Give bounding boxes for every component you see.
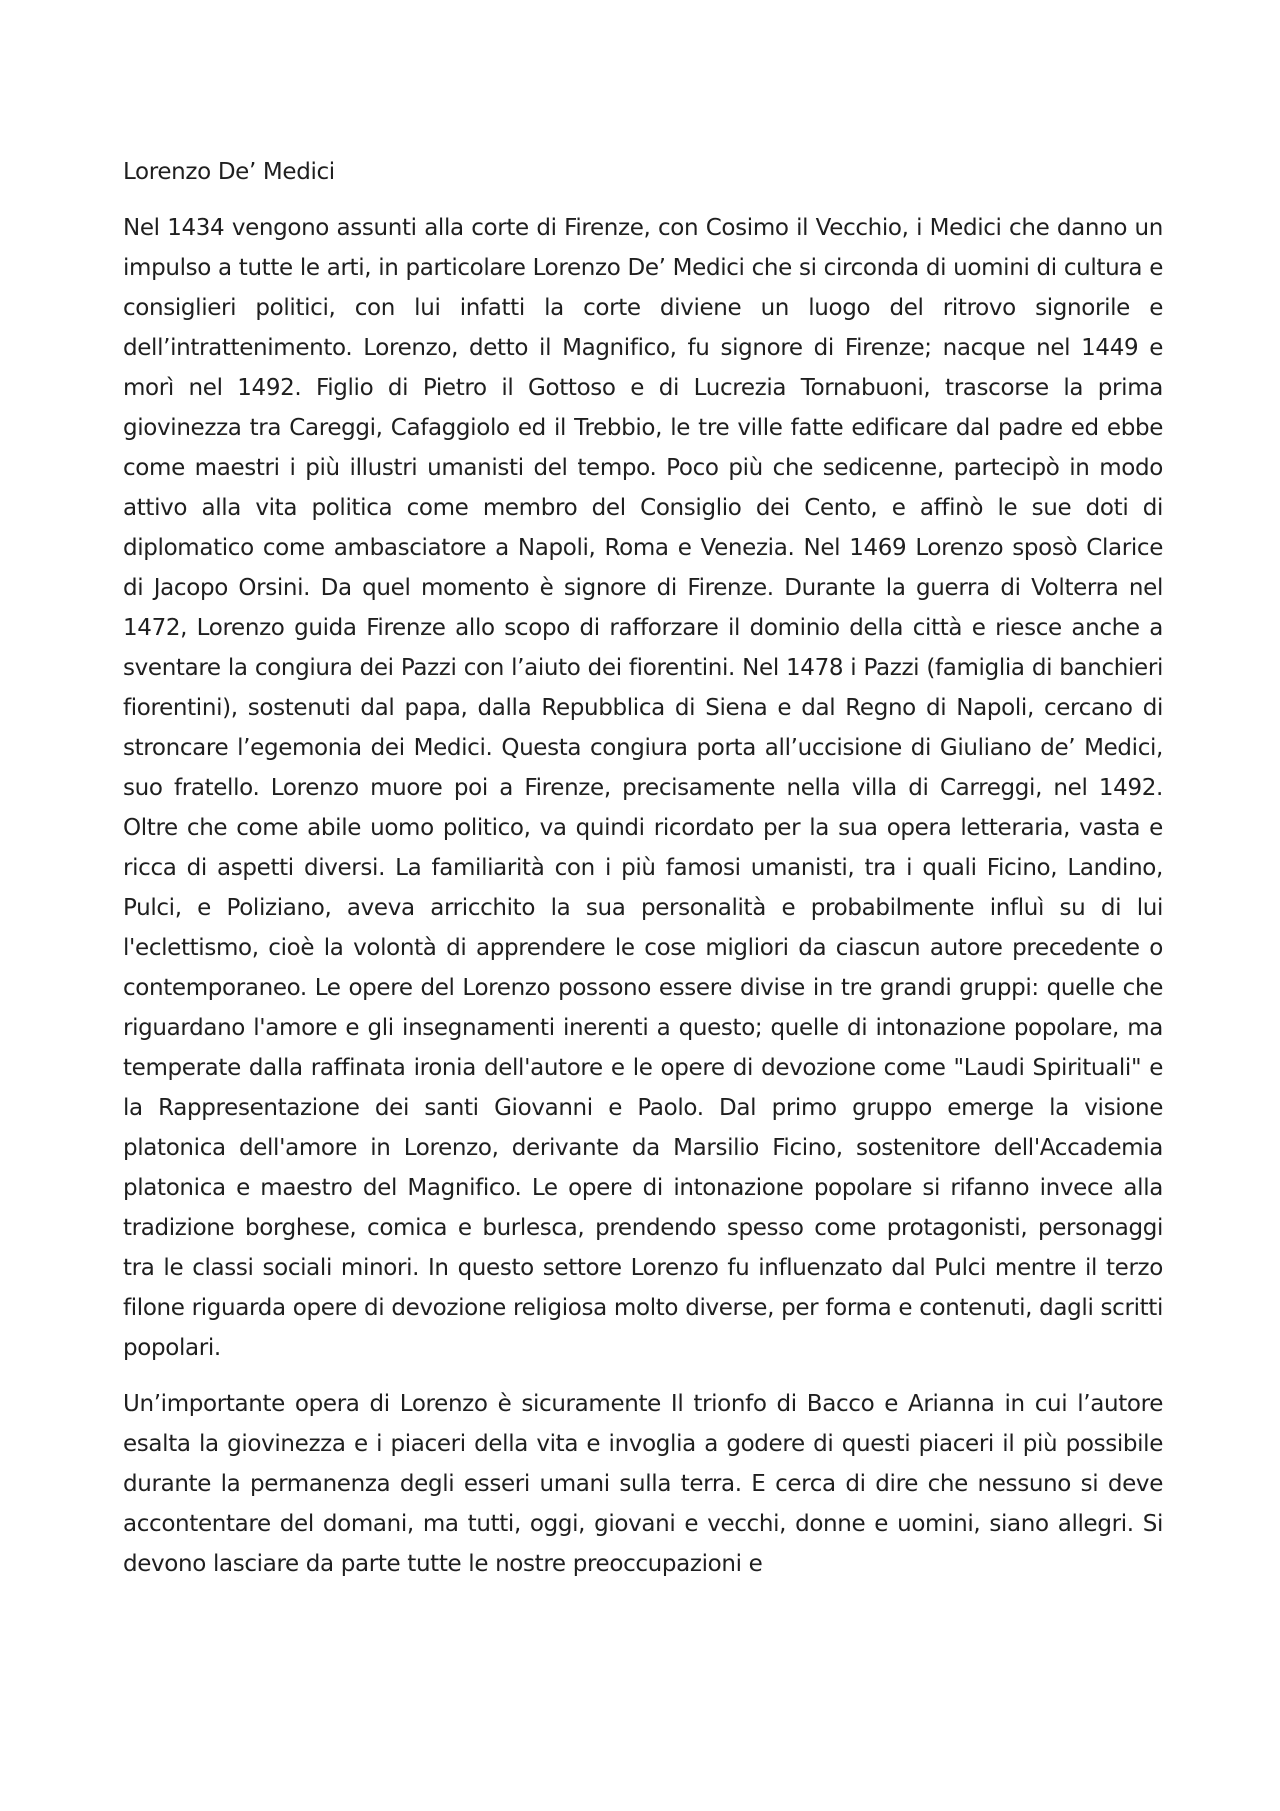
document-title: Lorenzo De’ Medici [123, 159, 335, 185]
document-body [123, 152, 1163, 1600]
paragraph-biography: Nel 1434 vengono assunti alla corte di Firenze, con Cosimo il Vecchio, i Medici che danno un impulso a tutte le arti, in particolare Lorenzo De’ Medici che si circonda di uomini di cultura e consiglieri politici, con lui infatti la corte diviene un luogo del ritrovo signorile e dell’intrattenimento. Lorenzo, detto il Magnifico, fu signore di Firenze; nacque nel 1449 e morì nel 1492. Figlio di Pietro il Gottoso e di Lucrezia Tornabuoni, trascorse la prima giovinezza tra Careggi, Cafaggiolo ed il Trebbio, le tre ville fatte edificare dal padre ed ebbe come maestri i più illustri umanisti del tempo. Poco più che sedicenne, partecipò in modo attivo alla vita politica come membro del Consiglio dei Cento, e affinò le sue doti di diplomatico come ambasciatore a Napoli, Roma e Venezia. Nel 1469 Lorenzo sposò Clarice di Jacopo Orsini. Da quel momento è signore di Firenze. Durante la guerra di Volterra nel 1472, Lorenzo guida Firenze allo scopo di rafforzare il dominio della città e riesce anche a sventare la congiura dei Pazzi con l’aiuto dei fiorentini. Nel 1478 i Pazzi (famiglia di banchieri fiorentini), sostenuti dal papa, dalla Repubblica di Siena e dal Regno di Napoli, cercano di stroncare l’egemonia dei Medici. Questa congiura porta all’uccisione di Giuliano de’ Medici, suo fratello. Lorenzo muore poi a Firenze, precisamente nella villa di Carreggi, nel 1492. Oltre che come abile uomo politico, va quindi ricordato per la sua opera letteraria, vasta e ricca di aspetti diversi. La familiarità con i più famosi umanisti, tra i quali Ficino, Landino, Pulci, e Poliziano, aveva arricchito la sua personalità e probabilmente influì su di lui l'eclettismo, cioè la volontà di apprendere le cose migliori da ciascun autore precedente o contemporaneo. Le opere del Lorenzo possono essere divise in tre grandi gruppi: quelle che riguardano l'amore e gli insegnamenti inerenti a questo; quelle di intonazione popolare, ma temperate dalla raffinata ironia dell'autore e le opere di devozione come "Laudi Spirituali" e la Rappresentazione dei santi Giovanni e Paolo. Dal primo gruppo emerge la visione platonica dell'amore in Lorenzo, derivante da Marsilio Ficino, sostenitore dell'Accademia platonica e maestro del Magnifico. Le opere di intonazione popolare si rifanno invece alla tradizione borghese, comica e burlesca, prendendo spesso come protagonisti, personaggi tra le classi sociali minori. In questo settore Lorenzo fu influenzato dal Pulci mentre il terzo filone riguarda opere di devozione religiosa molto diverse, per forma e contenuti, dagli scritti popolari. [123, 215, 1163, 1361]
paragraph-trionfo: Un’importante opera di Lorenzo è sicuramente Il trionfo di Bacco e Arianna in cui l’autore esalta la giovinezza e i piaceri della vita e invoglia a godere di questi piaceri il più possibile durante la permanenza degli esseri umani sulla terra. E cerca di dire che nessuno si deve accontentare del domani, ma tutti, oggi, giovani e vecchi, donne e uomini, siano allegri. Si devono lasciare da parte tutte le nostre preoccupazioni e [123, 1391, 1163, 1577]
